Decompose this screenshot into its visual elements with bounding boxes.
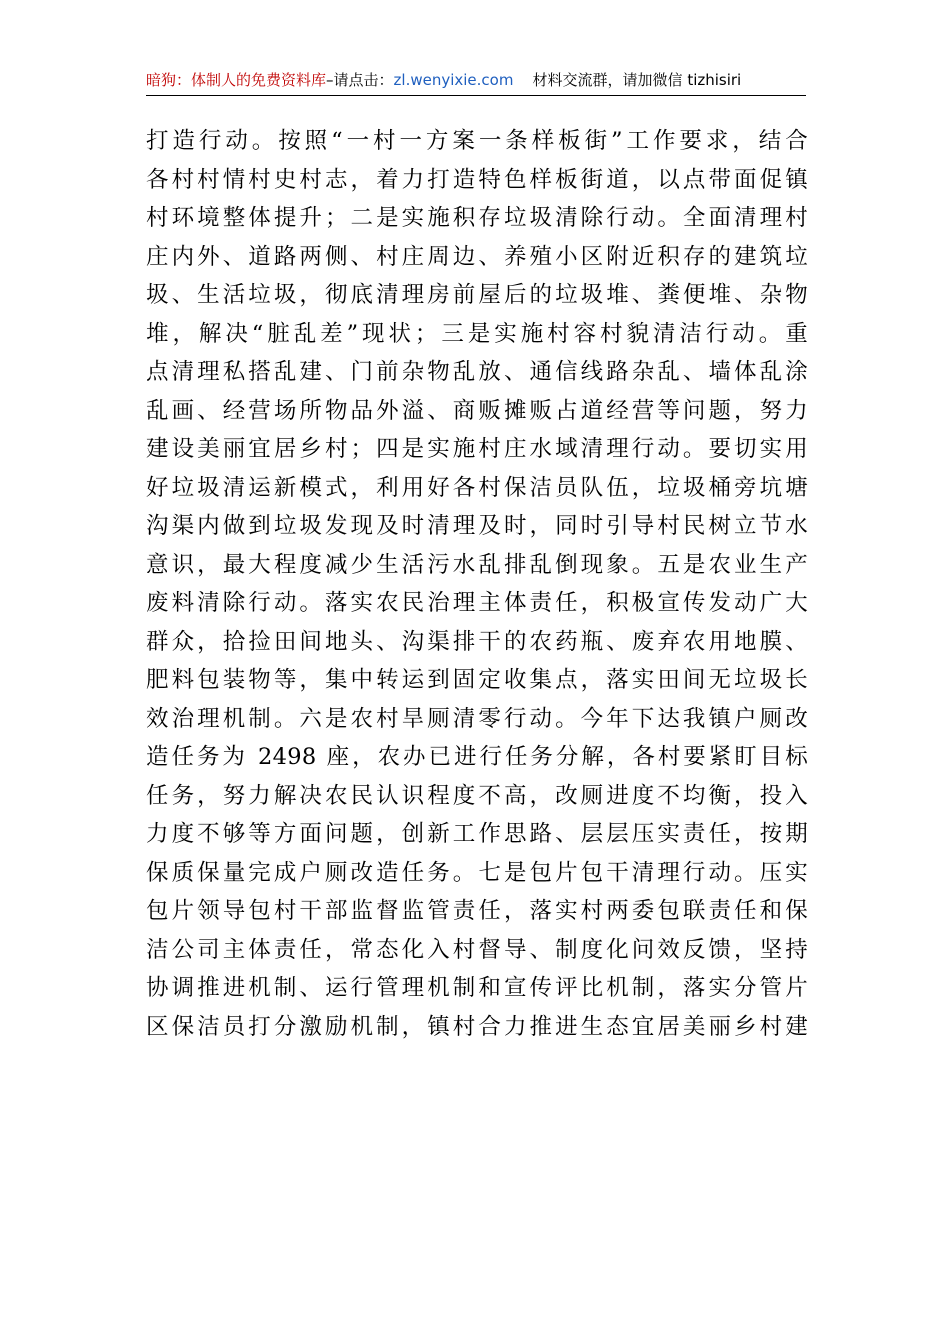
header-url-link[interactable]: zl.wenyixie.com <box>393 71 514 89</box>
body-line: 效治理机制。六是农村旱厕清零行动。今年下达我镇户厕改 <box>146 705 808 732</box>
body-line: 保质保量完成户厕改造任务。七是包片包干清理行动。压实 <box>146 859 808 886</box>
header-divider <box>146 95 806 96</box>
body-line: 包片领导包村干部监督监管责任，落实村两委包联责任和保 <box>146 898 808 924</box>
body-line: 乱画、经营场所物品外溢、商贩摊贩占道经营等问题，努力 <box>146 397 808 424</box>
body-line: 区保洁员打分激励机制，镇村合力推进生态宜居美丽乡村建 <box>146 1013 808 1040</box>
body-line: 好垃圾清运新模式，利用好各村保洁员队伍，垃圾桶旁坑塘 <box>146 474 808 501</box>
body-line: 肥料包装物等，集中转运到固定收集点，落实田间无垃圾长 <box>146 667 808 693</box>
body-line: 村环境整体提升；二是实施积存垃圾清除行动。全面清理村 <box>146 205 808 231</box>
body-line: 各村村情村史村志，着力打造特色样板街道，以点带面促镇 <box>146 166 808 193</box>
document-body <box>146 122 808 1046</box>
header-wechat-note: 材料交流群，请加微信 tizhisiri <box>532 71 742 89</box>
page-header <box>146 64 806 96</box>
header-brand[interactable]: 暗狗：体制人的免费资料库 <box>146 71 327 89</box>
body-line: 任务，努力解决农民认识程度不高，改厕进度不均衡，投入 <box>146 782 808 809</box>
body-line: 圾、生活垃圾，彻底清理房前屋后的垃圾堆、粪便堆、杂物 <box>146 282 808 308</box>
header-prompt: –请点击： <box>326 71 394 89</box>
header-spacer <box>513 71 532 89</box>
body-line: 洁公司主体责任，常态化入村督导、制度化问效反馈，坚持 <box>146 936 808 963</box>
body-line: 意识，最大程度减少生活污水乱排乱倒现象。五是农业生产 <box>146 551 808 578</box>
body-line: 群众，拾捡田间地头、沟渠排干的农药瓶、废弃农用地膜、 <box>146 628 808 655</box>
body-line: 协调推进机制、运行管理机制和宣传评比机制，落实分管片 <box>146 975 808 1001</box>
body-line: 点清理私搭乱建、门前杂物乱放、通信线路杂乱、墙体乱涂 <box>146 359 808 385</box>
body-line: 打造行动。按照“一村一方案一条样板街”工作要求，结合 <box>146 128 808 154</box>
body-line: 沟渠内做到垃圾发现及时清理及时，同时引导村民树立节水 <box>146 513 808 539</box>
body-line: 庄内外、道路两侧、村庄周边、养殖小区附近积存的建筑垃 <box>146 243 808 270</box>
body-line: 造任务为 2498 座，农办已进行任务分解，各村要紧盯目标 <box>146 744 808 770</box>
body-line: 废料清除行动。落实农民治理主体责任，积极宣传发动广大 <box>146 590 808 616</box>
body-line: 堆，解决“脏乱差”现状；三是实施村容村貌清洁行动。重 <box>146 320 808 347</box>
body-line: 力度不够等方面问题，创新工作思路、层层压实责任，按期 <box>146 821 808 847</box>
body-line: 建设美丽宜居乡村；四是实施村庄水域清理行动。要切实用 <box>146 436 808 462</box>
